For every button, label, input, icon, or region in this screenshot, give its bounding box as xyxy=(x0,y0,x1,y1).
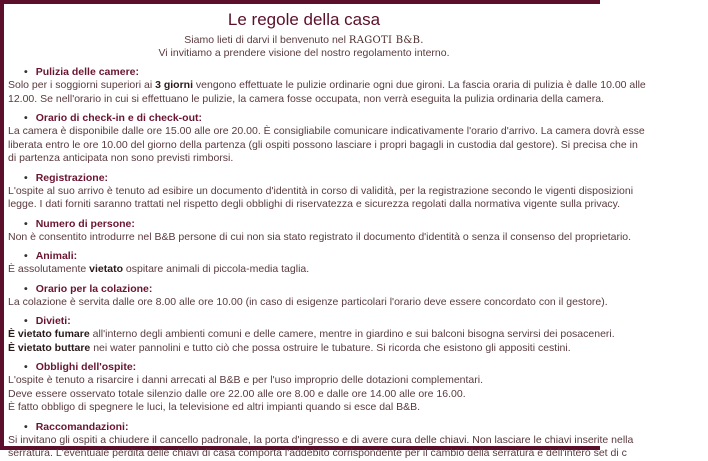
rule-text: all'interno degli ambienti comuni e delle camere, mentre in giardino e sui balconi bisogna servirsi dei posaceneri. xyxy=(89,328,615,340)
rule-section xyxy=(8,66,708,106)
rule-heading: • Obblighi dell'ospite: xyxy=(26,361,708,374)
rule-text: È fatto obbligo di spegnere le luci, la televisione ed altri impianti quando si esce dal B&B. xyxy=(8,401,421,413)
intro-welcome: Siamo lieti di darvi il benvenuto nel xyxy=(184,34,346,46)
rule-text-line xyxy=(8,125,708,139)
rule-heading: • Orario per la colazione: xyxy=(26,283,708,296)
rule-heading: • Pulizia delle camere: xyxy=(26,66,708,79)
rules-list xyxy=(8,66,708,461)
rule-text-emphasis: È vietato fumare xyxy=(8,328,90,340)
rule-text: ospitare animali di piccola-media taglia. xyxy=(122,263,310,275)
rule-text-line xyxy=(8,296,708,310)
rule-text-line xyxy=(8,328,708,342)
intro-text xyxy=(8,34,600,60)
rule-text: La camera è disponibile dalle ore 15.00 alle ore 20.00. È consigliabile comunicare indicativamente l'orario d'arrivo. La camera dovrà esse xyxy=(8,125,645,137)
rule-text-line xyxy=(8,185,708,199)
rule-text: Non è consentito introdurre nel B&B persone di cui non sia stato registrato il documento d'identità o senza il consenso del proprietario. xyxy=(8,230,632,243)
rule-text-emphasis: 3 giorni xyxy=(155,79,193,91)
rule-text: L'ospite al suo arrivo è tenuto ad esibire un documento d'identità in corso di validità, per la registrazione secondo le vigenti disposizioni xyxy=(8,184,634,197)
rule-text-line xyxy=(8,388,708,402)
rule-heading: • Orario di check-in e di check-out: xyxy=(26,112,708,125)
rule-section xyxy=(8,112,708,166)
rule-heading: • Numero di persone: xyxy=(26,218,708,231)
rule-text-line xyxy=(8,434,708,448)
rule-text-line xyxy=(8,401,708,415)
rule-text: liberata entro le ore 10.00 del giorno della partenza (gli ospiti possono lasciare i propri bagagli in custodia dal gestore). Si precisa che in xyxy=(8,138,638,151)
rule-section xyxy=(8,172,708,212)
rule-text-emphasis: È vietato buttare xyxy=(8,341,91,354)
rule-text: vengono effettuate le pulizie ordinarie ogni due gironi. La fascia oraria di pulizia è dalle 10.00 alle xyxy=(193,79,646,91)
rule-text-line xyxy=(8,152,708,166)
rule-text-line xyxy=(8,263,708,277)
rule-text: L'ospite è tenuto a risarcire i danni arrecati al B&B e per l'uso improprio delle dotazioni complementari. xyxy=(8,374,484,386)
rule-text-line xyxy=(8,79,708,93)
rule-heading: • Registrazione: xyxy=(26,172,708,185)
rule-text: 12.00. Se nell'orario in cui si effettuano le pulizie, la camera fosse occupata, non verrà eseguita la pulizia ordinaria della camera. xyxy=(8,92,604,105)
rules-content xyxy=(8,9,708,461)
rule-text: La colazione è servita dalle ore 8.00 alle ore 10.00 (in caso di esigenze particolari l'orario deve essere concordato con il gestore). xyxy=(8,295,608,308)
rule-text: nei water pannolini e tutto ciò che possa ostruire le tubature. Si ricorda che esistono gli appositi cestini. xyxy=(90,341,571,354)
intro-line-2: Vi invitiamo a prendere visione del nostro regolamento interno. xyxy=(158,47,450,59)
rule-text-line xyxy=(8,447,708,461)
rule-section xyxy=(8,218,708,245)
rule-text-line xyxy=(8,231,708,245)
rule-text-line xyxy=(8,93,708,107)
rule-text: legge. I dati forniti saranno trattati nel rispetto degli obblighi di riservatezza e sicurezza regolati dalla normativa vigente sulla privacy. xyxy=(8,198,621,210)
rule-text: È assolutamente xyxy=(8,263,90,275)
intro-line-1 xyxy=(8,34,600,47)
rule-heading: • Raccomandazioni: xyxy=(26,421,708,434)
rule-text: serratura. L'eventuale perdita delle chiavi di casa comporta l'addebito corrispondente per il cambio della serratura e dell'intero set di c xyxy=(8,447,627,459)
rule-text-line xyxy=(8,374,708,388)
bnb-logo: RAGOTI B&B. xyxy=(348,35,424,46)
rule-section xyxy=(8,250,708,277)
rule-section xyxy=(8,421,708,461)
rule-text: di partenza anticipata non sono previsti rimborsi. xyxy=(8,152,234,164)
rule-text: Deve essere osservato totale silenzio dalle ore 22.00 alle ore 8.00 e dalle ore 14.00 alle ore 16.00. xyxy=(8,387,466,400)
page-title: Le regole della casa xyxy=(227,10,381,29)
rule-section xyxy=(8,283,708,310)
rule-text-line xyxy=(8,139,708,153)
rule-text: Si invitano gli ospiti a chiudere il cancello padronale, la porta d'ingresso e di avere cura delle chiavi. Non lasciare le chiavi inserite nella xyxy=(8,433,634,446)
rule-section xyxy=(8,361,708,415)
rule-text-line xyxy=(8,198,708,212)
rule-heading: • Divieti: xyxy=(26,315,708,328)
rule-text-emphasis: vietato xyxy=(89,263,123,275)
rule-text: Solo per i soggiorni superiori ai xyxy=(8,79,156,91)
rule-text-line xyxy=(8,342,708,356)
rule-section xyxy=(8,315,708,355)
rule-heading: • Animali: xyxy=(26,250,708,263)
